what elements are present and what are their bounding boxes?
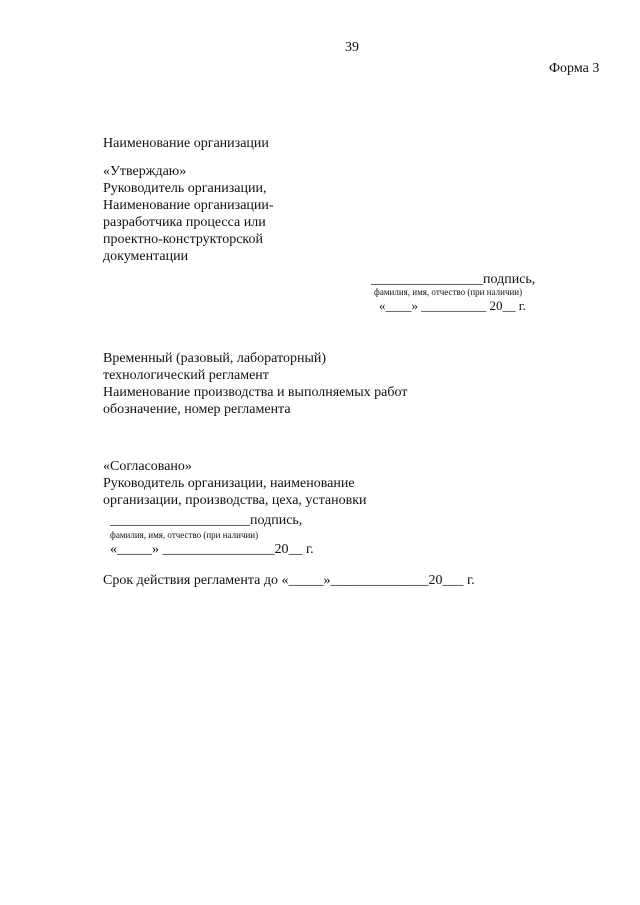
approve-line: Руководитель организации, bbox=[103, 181, 267, 196]
regulation-line: обозначение, номер регламента bbox=[103, 402, 291, 417]
approve-signature-line: ________________подпись, bbox=[371, 272, 536, 287]
regulation-line: Временный (разовый, лабораторный) bbox=[103, 351, 327, 366]
approve-date-line: «____» __________ 20__ г. bbox=[379, 298, 526, 313]
approve-heading: «Утверждаю» bbox=[103, 164, 187, 179]
agreed-signature-line: ____________________подпись, bbox=[110, 513, 303, 528]
approve-line: проектно-конструкторской bbox=[103, 232, 264, 247]
approve-fio-label: фамилия, имя, отчество (при наличии) bbox=[374, 287, 523, 297]
agreed-date-line: «_____» ________________20__ г. bbox=[110, 542, 314, 557]
regulation-title-block bbox=[103, 350, 407, 418]
agreed-fio-label: фамилия, имя, отчество (при наличии) bbox=[110, 530, 259, 540]
agreed-heading: «Согласовано» bbox=[103, 459, 192, 474]
approve-line: разработчика процесса или bbox=[103, 215, 266, 230]
approve-line: Наименование организации- bbox=[103, 198, 274, 213]
approve-block bbox=[103, 163, 274, 265]
agreed-line: Руководитель организации, наименование bbox=[103, 476, 355, 491]
regulation-line: Наименование производства и выполняемых работ bbox=[103, 385, 408, 400]
approve-line: документации bbox=[103, 249, 189, 264]
organization-name-label: Наименование организации bbox=[103, 136, 269, 151]
form-label: Форма 3 bbox=[549, 61, 600, 76]
regulation-line: технологический регламент bbox=[103, 368, 269, 383]
agreed-line: организации, производства, цеха, установки bbox=[103, 493, 367, 508]
page-number: 39 bbox=[345, 40, 359, 55]
validity-line: Срок действия регламента до «_____»______________20___ г. bbox=[103, 573, 475, 588]
agreed-block bbox=[103, 458, 367, 509]
